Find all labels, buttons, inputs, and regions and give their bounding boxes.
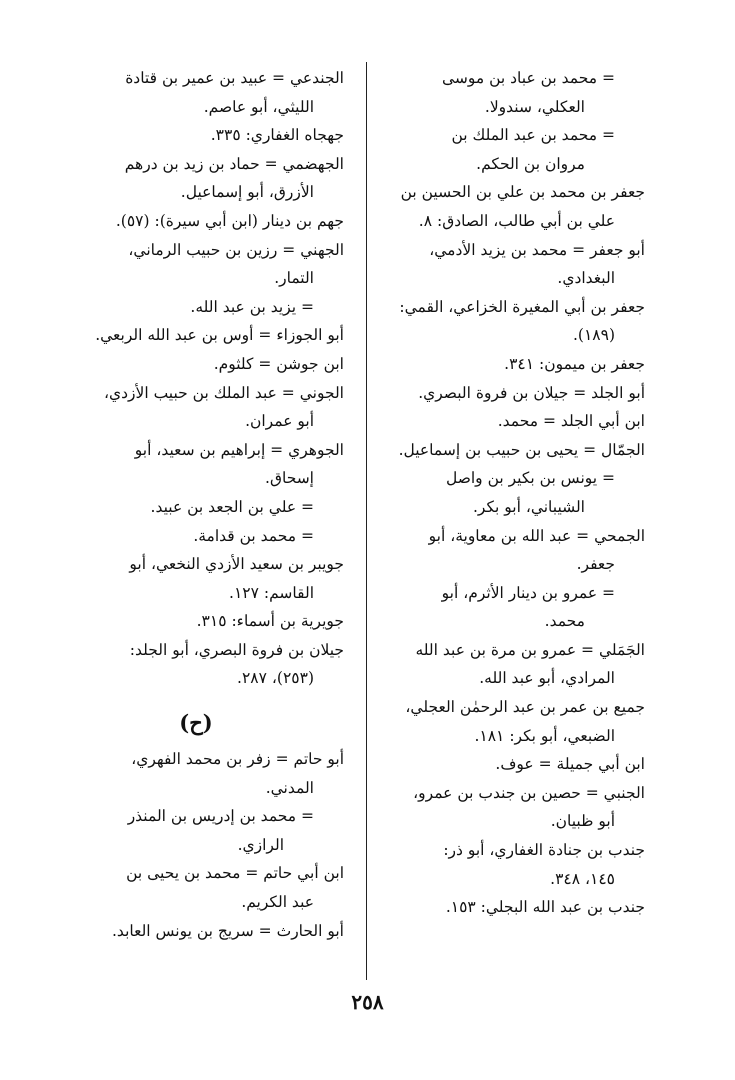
entry-text: الجهضمي = حماد بن زيد بن درهم <box>124 154 344 173</box>
index-entry <box>380 893 645 922</box>
entry-text: أبو جعفر = محمد بن يزيد الأدمي، <box>429 240 645 259</box>
entry-continuation: مروان بن الحكم. <box>476 154 585 173</box>
entry-continuation: المدني. <box>265 778 314 797</box>
index-entry <box>380 379 645 408</box>
entry-text: جندب بن عبد الله البجلي: ١٥٣. <box>445 898 645 917</box>
entry-text: أبو الحارث = سريج بن يونس العابد. <box>112 921 344 940</box>
index-entry <box>48 522 344 551</box>
index-entry <box>380 779 645 836</box>
entry-text: الجهني = رزين بن حبيب الرماني، <box>128 240 344 259</box>
index-entry <box>380 350 645 379</box>
index-entry <box>380 64 645 121</box>
entry-continuation: الأزرق، أبو إسماعيل. <box>180 183 314 202</box>
entry-continuation: أبو عمران. <box>245 412 314 431</box>
index-entry <box>380 636 645 693</box>
index-entry <box>380 121 645 178</box>
entry-text: الجوني = عبد الملك بن حبيب الأزدي، <box>103 383 344 402</box>
entry-text: الجمّال = يحيى بن حبيب بن إسماعيل. <box>398 440 645 459</box>
entry-continuation: ١٤٥، ٣٤٨. <box>550 869 615 888</box>
entry-text: جميع بن عمر بن عبد الرحمٰن العجلي، <box>405 698 645 717</box>
index-entry <box>48 917 344 946</box>
index-entry <box>380 464 645 521</box>
index-entry <box>380 407 645 436</box>
entry-text: جهجاه الغفاري: ٣٣٥. <box>210 126 344 145</box>
index-entry <box>48 236 344 293</box>
index-entry <box>380 750 645 779</box>
entry-text: الجندعي = عبيد بن عمير بن قتادة <box>125 69 344 87</box>
entry-continuation: أبو ظبيان. <box>550 812 615 831</box>
entry-continuation: جعفر. <box>576 555 615 574</box>
index-entry <box>380 836 645 893</box>
entry-text: = محمد بن عبد الملك بن <box>451 126 615 145</box>
entry-text: جويبر بن سعيد الأزدي النخعي، أبو <box>129 555 344 574</box>
index-entry <box>48 636 344 693</box>
entry-continuation: القاسم: ١٢٧. <box>229 583 314 602</box>
index-entry <box>48 321 344 350</box>
entry-text: = علي بن الجعد بن عبيد. <box>150 497 314 516</box>
entry-continuation: الليثي، أبو عاصم. <box>203 97 314 116</box>
index-entry <box>48 350 344 379</box>
entry-text: الجوهري = إبراهيم بن سعيد، أبو <box>134 440 344 459</box>
right-column <box>380 64 645 922</box>
entry-text: جيلان بن فروة البصري، أبو الجلد: <box>129 640 344 659</box>
index-entry <box>380 236 645 293</box>
left-column <box>48 64 344 945</box>
index-entry <box>48 493 344 522</box>
entry-text: الجَمَلي = عمرو بن مرة بن عبد الله <box>415 640 645 659</box>
index-entry <box>48 207 344 236</box>
entry-continuation: عبد الكريم. <box>241 893 314 912</box>
index-entry <box>48 802 344 859</box>
entry-text: = يزيد بن عبد الله. <box>190 297 314 316</box>
entry-text: = يونس بن بكير بن واصل <box>445 469 615 488</box>
entry-text: أبو حاتم = زفر بن محمد الفهري، <box>131 750 344 769</box>
entry-text: = محمد بن قدامة. <box>193 526 314 545</box>
entry-continuation: علي بن أبي طالب، الصادق: ٨. <box>418 211 615 230</box>
entry-text: أبو الجلد = جيلان بن فروة البصري. <box>418 383 645 402</box>
index-entry <box>48 859 344 916</box>
entry-text: ابن أبي جميلة = عوف. <box>495 755 645 774</box>
entry-continuation: الرازي. <box>237 835 284 854</box>
entry-text: جويرية بن أسماء: ٣١٥. <box>196 612 344 631</box>
index-entry <box>380 178 645 235</box>
page-number: ٢٥٨ <box>351 990 384 1014</box>
index-entry <box>380 693 645 750</box>
index-entry <box>380 579 645 636</box>
entry-text: ابن أبي الجلد = محمد. <box>497 412 645 431</box>
section-heading: (ح) <box>179 710 213 736</box>
index-entry <box>48 293 344 322</box>
index-entry <box>48 436 344 493</box>
index-entry <box>380 436 645 465</box>
entry-text: = محمد بن إدريس بن المنذر <box>127 807 314 826</box>
entry-text: = عمرو بن دينار الأثرم، أبو <box>441 583 615 602</box>
entry-continuation: (١٨٩). <box>572 326 615 345</box>
entry-continuation: المرادي، أبو عبد الله. <box>479 669 615 688</box>
index-entry <box>380 522 645 579</box>
index-entry <box>48 607 344 636</box>
entry-continuation: إسحاق. <box>265 469 314 488</box>
entry-text: الجنبي = حصين بن جندب بن عمرو، <box>413 783 645 802</box>
index-entry <box>380 293 645 350</box>
entry-text: جندب بن جنادة الغفاري، أبو ذر: <box>443 841 645 860</box>
index-entry <box>48 121 344 150</box>
entry-continuation: التمار. <box>274 269 314 288</box>
entry-text: جعفر بن ميمون: ٣٤١. <box>504 354 645 373</box>
entry-text: ابن أبي حاتم = محمد بن يحيى بن <box>126 864 344 883</box>
index-entry <box>48 550 344 607</box>
entry-text: جعفر بن محمد بن علي بن الحسين بن <box>400 183 645 202</box>
entry-continuation: محمد. <box>544 612 585 631</box>
index-entry <box>48 745 344 802</box>
entry-text: الجمحي = عبد الله بن معاوية، أبو <box>428 526 645 545</box>
index-entry <box>48 150 344 207</box>
entry-text: ابن جوشن = كلثوم. <box>213 354 344 373</box>
index-entry <box>48 64 344 121</box>
entry-text: = محمد بن عباد بن موسى <box>441 69 615 87</box>
entry-text: أبو الجوزاء = أوس بن عبد الله الربعي. <box>95 326 344 345</box>
entry-continuation: البغدادي. <box>557 269 615 288</box>
index-entry <box>48 379 344 436</box>
entry-text: جعفر بن أبي المغيرة الخزاعي، القمي: <box>399 297 645 316</box>
entry-continuation: الضبعي، أبو بكر: ١٨١. <box>474 726 615 745</box>
column-divider <box>366 62 367 980</box>
entry-continuation: الشيباني، أبو بكر. <box>472 497 585 516</box>
entry-continuation: (٢٥٣)، ٢٨٧. <box>237 669 314 688</box>
entry-continuation: العكلي، سندولا. <box>484 97 585 116</box>
entry-text: جهم بن دينار (ابن أبي سيرة): (٥٧). <box>115 211 344 230</box>
